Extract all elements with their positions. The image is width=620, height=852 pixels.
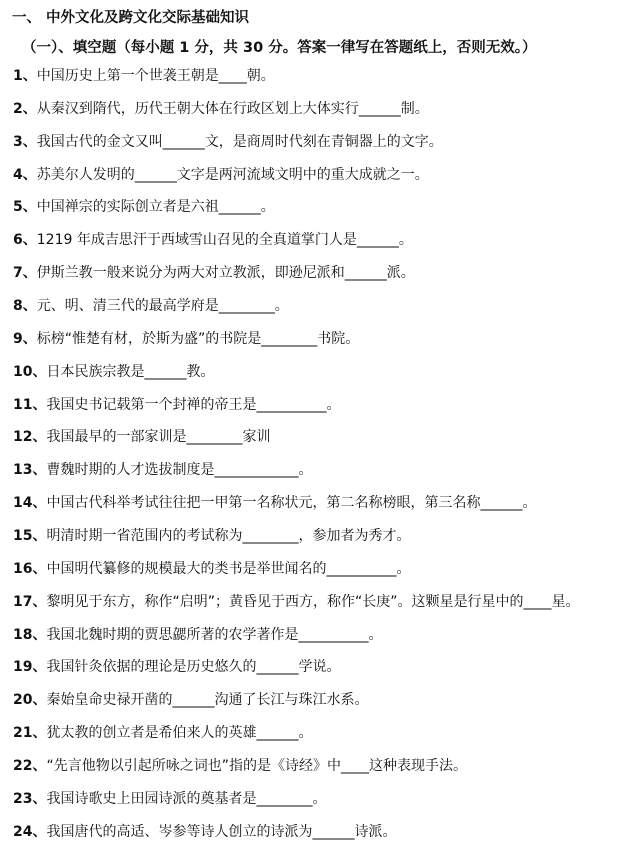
question-item [13,525,613,547]
question-item [13,98,613,120]
question-number: 2、 [13,100,37,117]
question-text: 伊斯兰教一般来说分为两大对立教派，即逊尼派和______派。 [36,265,415,282]
question-item [13,229,613,251]
question-number: 3、 [13,133,37,150]
question-item [13,821,613,843]
question-text: 1219 年成吉思汗于西域雪山召见的全真道掌门人是______。 [36,232,413,249]
question-number: 17、 [13,593,47,610]
question-text: 中国明代纂修的规模最大的类书是举世闻名的__________。 [46,560,411,577]
question-item [13,656,613,678]
question-text: 曹魏时期的人才选拔制度是____________。 [46,462,313,479]
question-text: 标榜“惟楚有材，於斯为盛”的书院是________书院。 [36,330,360,347]
question-number: 9、 [13,330,37,347]
question-text: 我国唐代的高适、岑参等诗人创立的诗派为______诗派。 [46,823,397,840]
question-text: 我国古代的金文又叫______文，是商周时代刻在青铜器上的文字。 [36,133,443,150]
question-item [13,295,613,317]
question-text: 我国针灸依据的理论是历史悠久的______学说。 [46,659,341,676]
question-text: 我国诗歌史上田园诗派的奠基者是________。 [46,790,327,807]
question-text: 犹太教的创立者是希伯来人的英雄______。 [46,725,313,741]
question-number: 10、 [13,363,47,380]
question-item [13,689,613,711]
question-number: 11、 [13,396,47,413]
section-title: 中外文化及跨文化交际基础知识 [46,10,249,26]
question-number: 23、 [13,790,47,807]
question-number: 21、 [13,725,47,741]
question-number: 24、 [13,823,47,840]
question-text: 明清时期一省范围内的考试称为________，参加者为秀才。 [46,527,411,544]
question-number: 1、 [13,68,37,84]
question-text: 从秦汉到隋代，历代王朝大体在行政区划上大体实行______制。 [36,100,429,117]
question-item [13,492,613,514]
question-item [13,624,613,646]
question-text: 我国最早的一部家训是________家训 [46,429,271,446]
question-text: 秦始皇命史禄开凿的______沟通了长江与珠江水系。 [46,692,369,709]
question-number: 16、 [13,560,47,577]
question-text: 苏美尔人发明的______文字是两河流域文明中的重大成就之一。 [36,166,429,183]
question-number: 7、 [13,265,37,282]
question-text: 中国历史上第一个世袭王朝是____朝。 [36,68,275,84]
question-number: 13、 [13,462,47,479]
question-number: 6、 [13,232,37,249]
question-number: 22、 [13,757,47,774]
question-text: “先言他物以引起所咏之词也”指的是《诗经》中____这种表现手法。 [46,757,467,774]
question-text: 中国古代科举考试往往把一甲第一名称状元，第二名称榜眼，第三名称______。 [46,495,537,512]
section-number: 一、 [12,10,41,26]
question-item [13,591,613,613]
question-item [13,558,613,580]
question-item [13,131,613,153]
question-number: 5、 [13,199,37,216]
question-number: 8、 [13,298,37,314]
question-item [13,788,613,810]
question-item [13,328,613,350]
question-item [13,164,613,186]
question-text: 中国禅宗的实际创立者是六祖______。 [36,199,275,216]
question-item [13,262,613,284]
question-item [13,755,613,777]
question-item [13,722,613,744]
question-number: 12、 [13,429,47,446]
question-text: 我国北魏时期的贾思勰所著的农学著作是__________。 [46,626,383,643]
question-item [13,361,613,383]
question-item [13,65,613,87]
question-number: 4、 [13,166,37,183]
question-text: 我国史书记载第一个封禅的帝王是__________。 [46,396,341,413]
question-item [13,426,613,448]
question-item [13,394,613,416]
fill-in-blank-instruction: （一）、填空题（每小题 1 分，共 30 分。答案一律写在答题纸上，否则无效。） [22,40,537,56]
question-number: 15、 [13,527,47,544]
question-number: 18、 [13,626,47,643]
question-number: 19、 [13,659,47,676]
question-item [13,459,613,481]
question-number: 14、 [13,495,47,512]
question-text: 黎明见于东方，称作“启明”；黄昏见于西方，称作“长庚”。这颗星是行星中的____星。 [46,593,580,610]
question-text: 元、明、清三代的最高学府是________。 [36,298,289,314]
question-number: 20、 [13,692,47,709]
question-item [13,196,613,218]
question-text: 日本民族宗教是______教。 [46,363,215,380]
